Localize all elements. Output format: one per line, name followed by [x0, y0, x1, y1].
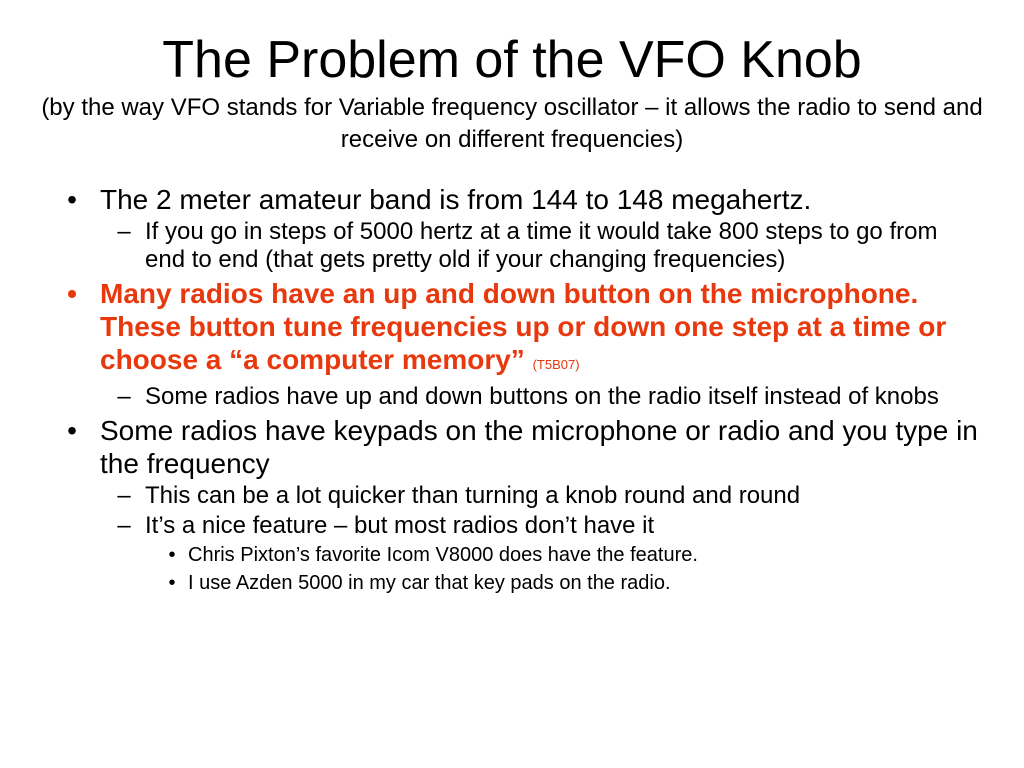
sub-bullet-text: If you go in steps of 5000 hertz at a time it would take 800 steps to go from end to end (that gets pretty old if your changing frequencies) — [145, 218, 938, 273]
sub-sub-bullet-item-azden — [60, 570, 980, 596]
bullet-text: The 2 meter amateur band is from 144 to 148 megahertz. — [100, 184, 812, 215]
bullet-text: Many radios have an up and down button on the microphone. These button tune frequencies up or down one step at a time or choose a “a computer memory” — [100, 278, 947, 375]
dash-marker: – — [117, 383, 131, 410]
slide-title: The Problem of the VFO Knob — [162, 31, 862, 89]
sub-bullet-item-steps — [60, 218, 980, 274]
bullet-marker: • — [67, 415, 77, 446]
title-block — [40, 30, 984, 156]
bullet-marker: • — [168, 544, 176, 566]
dash-marker: – — [117, 218, 131, 245]
sub-bullet-text: This can be a lot quicker than turning a knob round and round — [145, 482, 801, 509]
bullet-item-keypads — [60, 414, 980, 480]
sub-sub-bullet-text: I use Azden 5000 in my car that key pads on the radio. — [188, 572, 671, 594]
dash-marker: – — [117, 512, 131, 539]
bullet-list — [60, 180, 980, 596]
sub-bullet-text: Some radios have up and down buttons on the radio itself instead of knobs — [145, 383, 939, 410]
bullet-marker: • — [67, 278, 77, 309]
slide-subtitle: (by the way VFO stands for Variable frequency oscillator – it allows the radio to send and receive on different frequencies) — [41, 94, 983, 153]
question-reference: (T5B07) — [532, 357, 580, 372]
sub-sub-bullet-text: Chris Pixton’s favorite Icom V8000 does have the feature. — [188, 544, 698, 566]
sub-bullet-text: It’s a nice feature – but most radios don’t have it — [145, 512, 655, 539]
sub-bullet-item-quicker — [60, 482, 980, 510]
dash-marker: – — [117, 482, 131, 509]
bullet-marker: • — [168, 572, 176, 594]
bullet-item-band-range — [60, 183, 980, 216]
bullet-text: Some radios have keypads on the microphone or radio and you type in the frequency — [100, 415, 978, 479]
sub-bullet-item-radio-buttons — [60, 383, 980, 411]
sub-bullet-item-nice-feature — [60, 512, 980, 540]
bullet-marker: • — [67, 184, 77, 215]
bullet-item-mic-buttons — [60, 277, 980, 381]
sub-sub-bullet-item-icom — [60, 542, 980, 568]
